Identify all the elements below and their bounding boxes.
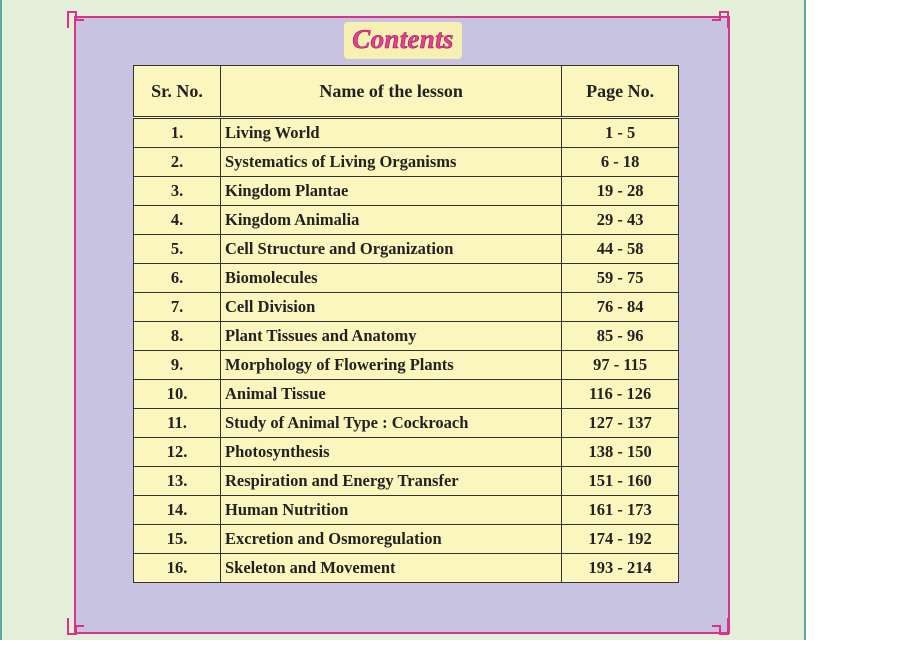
column-header-sr-no: Sr. No. bbox=[134, 66, 221, 118]
row-sr-no: 9. bbox=[134, 351, 221, 380]
row-page-range: 59 - 75 bbox=[562, 264, 679, 293]
table-row[interactable] bbox=[134, 380, 679, 409]
row-lesson-name: Kingdom Animalia bbox=[221, 206, 562, 235]
row-lesson-name: Study of Animal Type : Cockroach bbox=[221, 409, 562, 438]
table-row[interactable] bbox=[134, 438, 679, 467]
table-row[interactable] bbox=[134, 409, 679, 438]
table-row[interactable] bbox=[134, 293, 679, 322]
table-row[interactable] bbox=[134, 467, 679, 496]
row-sr-no: 5. bbox=[134, 235, 221, 264]
table-row[interactable] bbox=[134, 554, 679, 583]
page-title: Contents bbox=[344, 22, 461, 59]
row-page-range: 161 - 173 bbox=[562, 496, 679, 525]
row-sr-no: 10. bbox=[134, 380, 221, 409]
row-page-range: 138 - 150 bbox=[562, 438, 679, 467]
row-lesson-name: Photosynthesis bbox=[221, 438, 562, 467]
row-lesson-name: Excretion and Osmoregulation bbox=[221, 525, 562, 554]
table-row[interactable] bbox=[134, 177, 679, 206]
table-row[interactable] bbox=[134, 206, 679, 235]
table-row[interactable] bbox=[134, 118, 679, 148]
row-sr-no: 4. bbox=[134, 206, 221, 235]
row-sr-no: 11. bbox=[134, 409, 221, 438]
row-lesson-name: Human Nutrition bbox=[221, 496, 562, 525]
row-lesson-name: Systematics of Living Organisms bbox=[221, 148, 562, 177]
row-lesson-name: Animal Tissue bbox=[221, 380, 562, 409]
row-sr-no: 1. bbox=[134, 118, 221, 148]
row-page-range: 127 - 137 bbox=[562, 409, 679, 438]
row-sr-no: 8. bbox=[134, 322, 221, 351]
row-page-range: 29 - 43 bbox=[562, 206, 679, 235]
row-lesson-name: Plant Tissues and Anatomy bbox=[221, 322, 562, 351]
row-page-range: 6 - 18 bbox=[562, 148, 679, 177]
table-row[interactable] bbox=[134, 351, 679, 380]
row-page-range: 174 - 192 bbox=[562, 525, 679, 554]
column-header-lesson-name: Name of the lesson bbox=[221, 66, 562, 118]
contents-table bbox=[133, 65, 679, 583]
row-sr-no: 2. bbox=[134, 148, 221, 177]
row-lesson-name: Cell Structure and Organization bbox=[221, 235, 562, 264]
row-sr-no: 7. bbox=[134, 293, 221, 322]
contents-table-body bbox=[134, 118, 679, 583]
row-page-range: 85 - 96 bbox=[562, 322, 679, 351]
row-page-range: 19 - 28 bbox=[562, 177, 679, 206]
row-page-range: 151 - 160 bbox=[562, 467, 679, 496]
corner-ornament-icon bbox=[66, 616, 86, 636]
table-header-row bbox=[134, 66, 679, 118]
row-page-range: 44 - 58 bbox=[562, 235, 679, 264]
row-lesson-name: Kingdom Plantae bbox=[221, 177, 562, 206]
row-lesson-name: Living World bbox=[221, 118, 562, 148]
row-sr-no: 16. bbox=[134, 554, 221, 583]
row-sr-no: 6. bbox=[134, 264, 221, 293]
row-lesson-name: Respiration and Energy Transfer bbox=[221, 467, 562, 496]
row-sr-no: 13. bbox=[134, 467, 221, 496]
row-sr-no: 14. bbox=[134, 496, 221, 525]
corner-ornament-icon bbox=[710, 616, 730, 636]
title-wrap bbox=[0, 22, 806, 59]
row-sr-no: 3. bbox=[134, 177, 221, 206]
row-sr-no: 12. bbox=[134, 438, 221, 467]
row-page-range: 1 - 5 bbox=[562, 118, 679, 148]
table-row[interactable] bbox=[134, 148, 679, 177]
row-lesson-name: Biomolecules bbox=[221, 264, 562, 293]
row-sr-no: 15. bbox=[134, 525, 221, 554]
row-lesson-name: Cell Division bbox=[221, 293, 562, 322]
row-lesson-name: Morphology of Flowering Plants bbox=[221, 351, 562, 380]
table-row[interactable] bbox=[134, 496, 679, 525]
row-page-range: 76 - 84 bbox=[562, 293, 679, 322]
row-page-range: 193 - 214 bbox=[562, 554, 679, 583]
table-row[interactable] bbox=[134, 235, 679, 264]
table-row[interactable] bbox=[134, 264, 679, 293]
row-lesson-name: Skeleton and Movement bbox=[221, 554, 562, 583]
table-row[interactable] bbox=[134, 525, 679, 554]
row-page-range: 97 - 115 bbox=[562, 351, 679, 380]
table-row[interactable] bbox=[134, 322, 679, 351]
column-header-page-no: Page No. bbox=[562, 66, 679, 118]
row-page-range: 116 - 126 bbox=[562, 380, 679, 409]
